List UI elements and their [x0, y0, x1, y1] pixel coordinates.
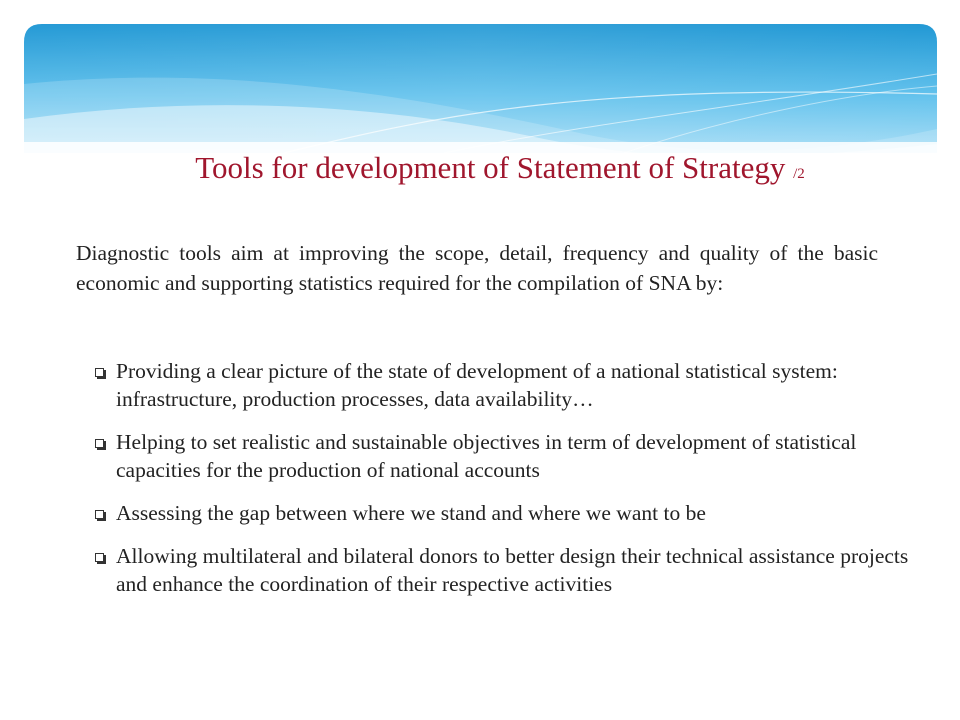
list-item-text: Helping to set realistic and sustainable objectives in term of development of statistical capacities for the production of national accounts	[116, 430, 857, 482]
list-item	[95, 428, 915, 484]
list-item-text: Providing a clear picture of the state of development of a national statistical system: infrastructure, production processes, data availability…	[116, 359, 838, 411]
list-item	[95, 542, 915, 598]
header-banner	[24, 24, 937, 153]
intro-paragraph: Diagnostic tools aim at improving the scope, detail, frequency and quality of the basic economic and supporting statistics required for the compilation of SNA by:	[76, 241, 878, 295]
list-item-text: Allowing multilateral and bilateral donors to better design their technical assistance projects and enhance the coordination of their respective activities	[116, 544, 909, 596]
bullet-list	[95, 357, 915, 613]
list-item	[95, 499, 915, 527]
slide-title	[0, 150, 960, 186]
slide-title-suffix: /2	[793, 166, 805, 182]
list-item-text: Assessing the gap between where we stand and where we want to be	[116, 501, 706, 525]
square-bullet-icon	[95, 510, 104, 519]
square-bullet-icon	[95, 368, 104, 377]
list-item	[95, 357, 915, 413]
slide-title-text: Tools for development of Statement of Strategy	[195, 150, 786, 185]
square-bullet-icon	[95, 439, 104, 448]
square-bullet-icon	[95, 553, 104, 562]
